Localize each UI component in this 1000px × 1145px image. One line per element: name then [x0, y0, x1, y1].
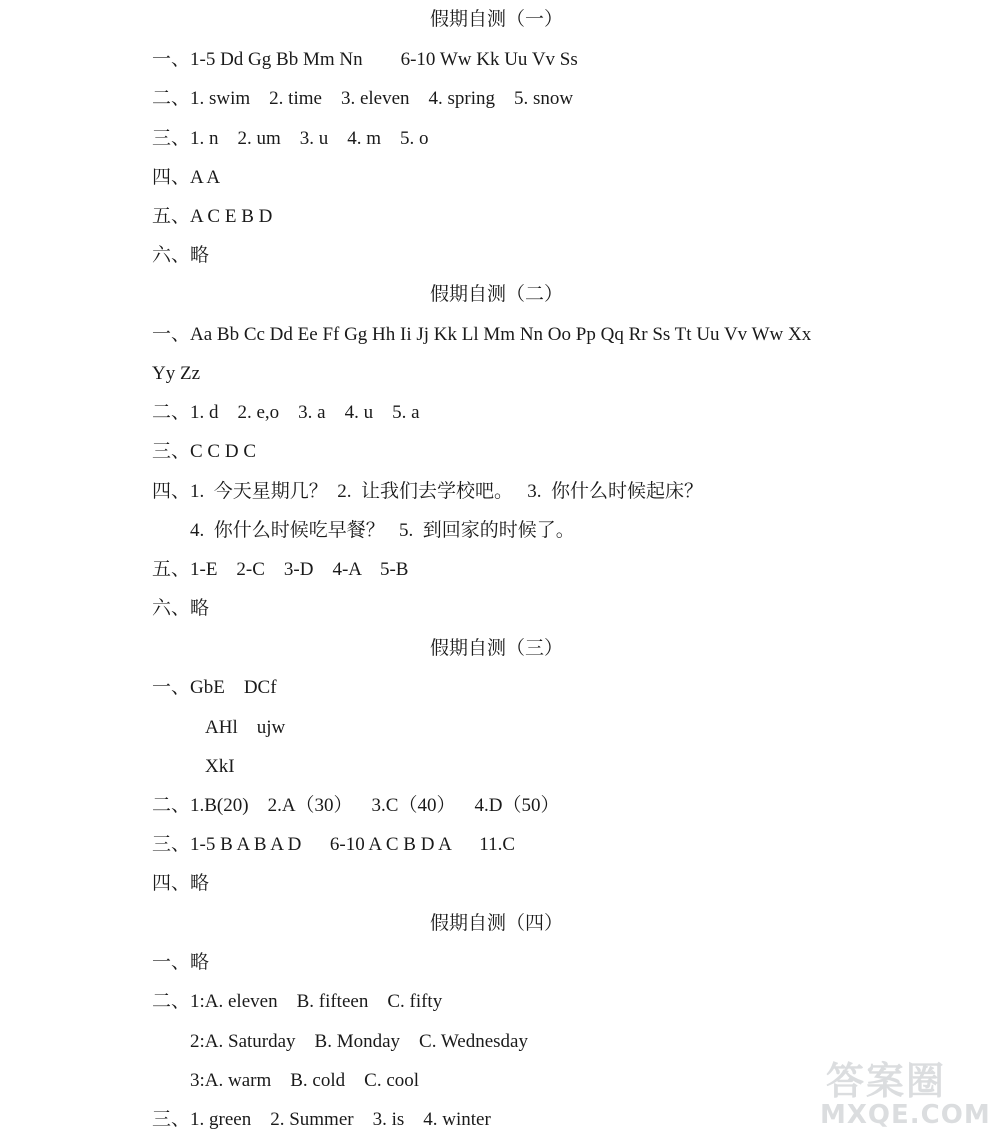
answer-line: 三、C C D C: [152, 441, 256, 462]
watermark-logo: [812, 1050, 992, 1142]
answer-line: XkI: [205, 756, 235, 777]
answer-line: 一、略: [152, 952, 210, 973]
section-1-title: 假期自测（一）: [429, 9, 563, 30]
answer-line: 六、略: [152, 245, 210, 266]
answer-line: Yy Zz: [152, 363, 201, 384]
answer-line: 3:A. warm B. cold C. cool: [190, 1070, 420, 1091]
answer-line: 2:A. Saturday B. Monday C. Wednesday: [190, 1031, 528, 1052]
answer-line: 三、1. green 2. Summer 3. is 4. winter: [152, 1109, 491, 1130]
watermark-text-en: MXQE.COM: [820, 1100, 991, 1130]
answer-line: 一、Aa Bb Cc Dd Ee Ff Gg Hh Ii Jj Kk Ll Mm Nn Oo Pp Qq Rr Ss Tt Uu Vv Ww Xx: [152, 324, 812, 345]
answer-line: 五、1-E 2-C 3-D 4-A 5-B: [152, 559, 409, 580]
answer-line: 三、1-5 B A B A D 6-10 A C B D A 11.C: [152, 834, 516, 855]
answer-line: 三、1. n 2. um 3. u 4. m 5. o: [152, 128, 429, 149]
answer-line: 4. 你什么时候吃早餐？ 5. 到回家的时候了。: [190, 520, 575, 541]
answer-line: 二、1:A. eleven B. fifteen C. fifty: [152, 991, 443, 1012]
answer-line: 一、1-5 Dd Gg Bb Mm Nn 6-10 Ww Kk Uu Vv Ss: [152, 49, 578, 70]
answer-line: 六、略: [152, 598, 210, 619]
answer-line: 四、略: [152, 873, 210, 894]
answer-line: 四、A A: [152, 167, 221, 188]
watermark-text-cn: 答案圈: [826, 1059, 947, 1103]
answer-line: 二、1. d 2. e,o 3. a 4. u 5. a: [152, 402, 420, 423]
answer-line: 二、1.B(20) 2.A（30） 3.C（40） 4.D（50）: [152, 795, 560, 816]
answer-line: AHl ujw: [205, 717, 286, 738]
answer-line: 四、1. 今天星期几？ 2. 让我们去学校吧。 3. 你什么时候起床？: [152, 481, 704, 502]
answer-line: 一、GbE DCf: [152, 677, 277, 698]
section-4-title: 假期自测（四）: [429, 913, 563, 934]
answer-line: 五、A C E B D: [152, 206, 273, 227]
section-3-title: 假期自测（三）: [429, 638, 563, 659]
section-2-title: 假期自测（二）: [429, 284, 563, 305]
answer-line: 二、1. swim 2. time 3. eleven 4. spring 5. snow: [152, 88, 574, 109]
